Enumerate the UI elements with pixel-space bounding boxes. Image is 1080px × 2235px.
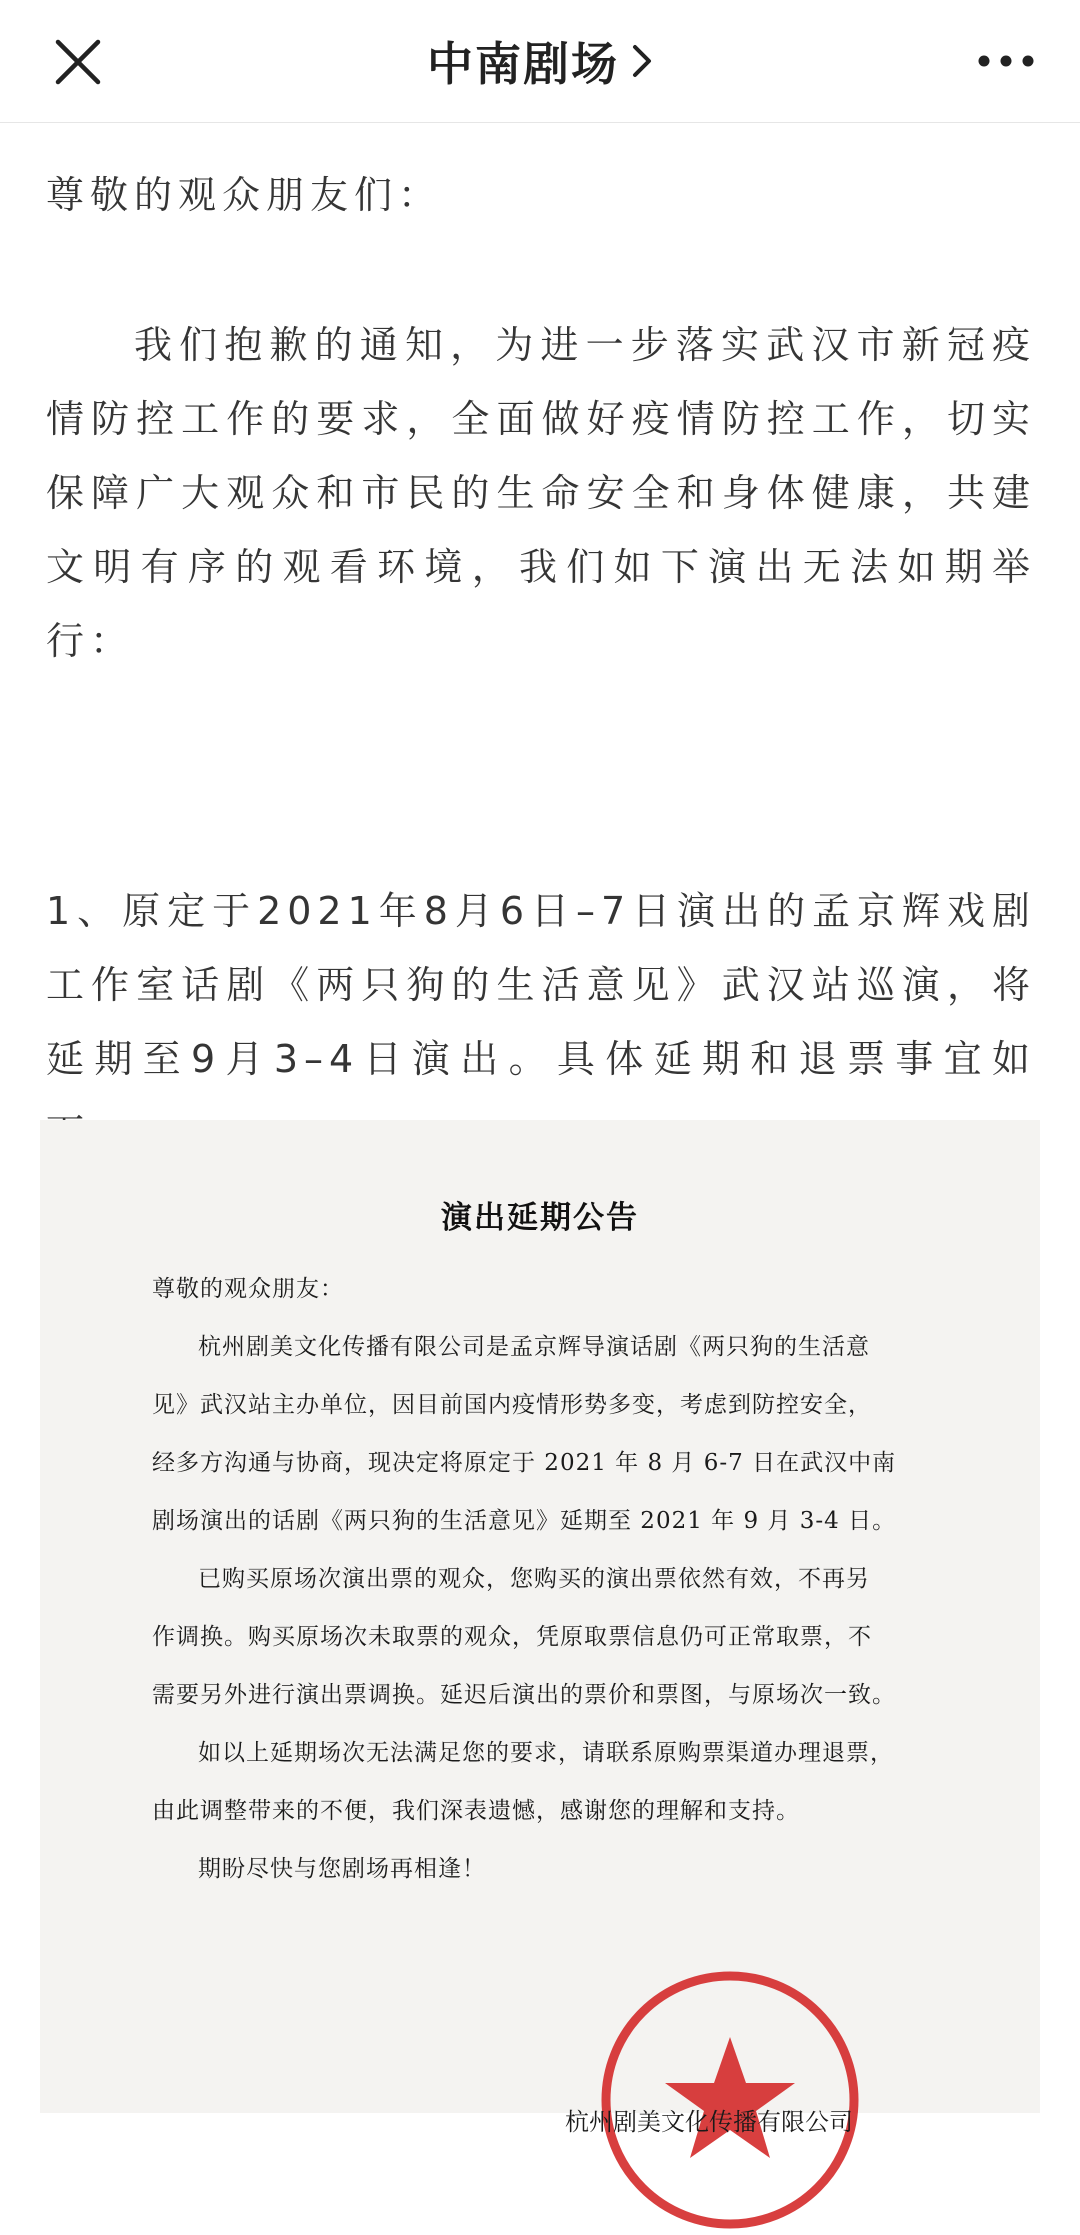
- red-seal-icon: [595, 1965, 865, 2235]
- notice-title: 演出延期公告: [441, 1200, 639, 1236]
- notice-line: 需要另外进行演出票调换。延迟后演出的票价和票图，与原场次一致。: [152, 1682, 896, 1708]
- notice-line: 剧场演出的话剧《两只狗的生活意见》延期至 2021 年 9 月 3-4 日。: [152, 1508, 897, 1534]
- notice-line: 作调换。购买原场次未取票的观众，凭原取票信息仍可正常取票，不: [152, 1624, 872, 1650]
- notice-line: 见》武汉站主办单位，因目前国内疫情形势多变，考虑到防控安全，: [152, 1392, 872, 1418]
- intro-paragraph: 我们抱歉的通知，为进一步落实武汉市新冠疫情防控工作的要求，全面做好疫情防控工作，切实保障广大观众和市民的生命安全和身体健康，共建文明有序的观看环境，我们如下演出无法如期举行：: [46, 323, 1036, 663]
- notice-document: [40, 1120, 1040, 2136]
- notice-line: 杭州剧美文化传播有限公司是孟京辉导演话剧《两只狗的生活意: [198, 1334, 870, 1360]
- notice-line: 如以上延期场次无法满足您的要求，请联系原购票渠道办理退票，: [198, 1740, 894, 1766]
- top-nav-bar: [0, 0, 1080, 123]
- page-title: 中南剧场: [427, 37, 619, 91]
- notice-line: 期盼尽快与您剧场再相逢！: [198, 1856, 486, 1882]
- more-icon[interactable]: [976, 48, 1036, 74]
- notice-signature: 杭州剧美文化传播有限公司: [565, 2108, 853, 2136]
- greeting-text: 尊敬的观众朋友们：: [46, 173, 443, 217]
- account-title-link[interactable]: [0, 0, 1080, 122]
- notice-line: 由此调整带来的不便，我们深表遗憾，感谢您的理解和支持。: [152, 1798, 800, 1824]
- item-1-paragraph: 1、原定于2021年8月6日–7日演出的孟京辉戏剧工作室话剧《两只狗的生活意见》武汉站巡演，将延期至9月3–4日演出。具体延期和退票事宜如: [46, 889, 1036, 1081]
- notice-line: 经多方沟通与协商，现决定将原定于 2021 年 8 月 6-7 日在武汉中南: [152, 1450, 897, 1476]
- notice-image[interactable]: [40, 1120, 1040, 2136]
- notice-line: 尊敬的观众朋友：: [152, 1276, 344, 1302]
- chevron-right-icon: [631, 43, 653, 79]
- notice-line: 已购买原场次演出票的观众，您购买的演出票依然有效，不再另: [198, 1566, 870, 1592]
